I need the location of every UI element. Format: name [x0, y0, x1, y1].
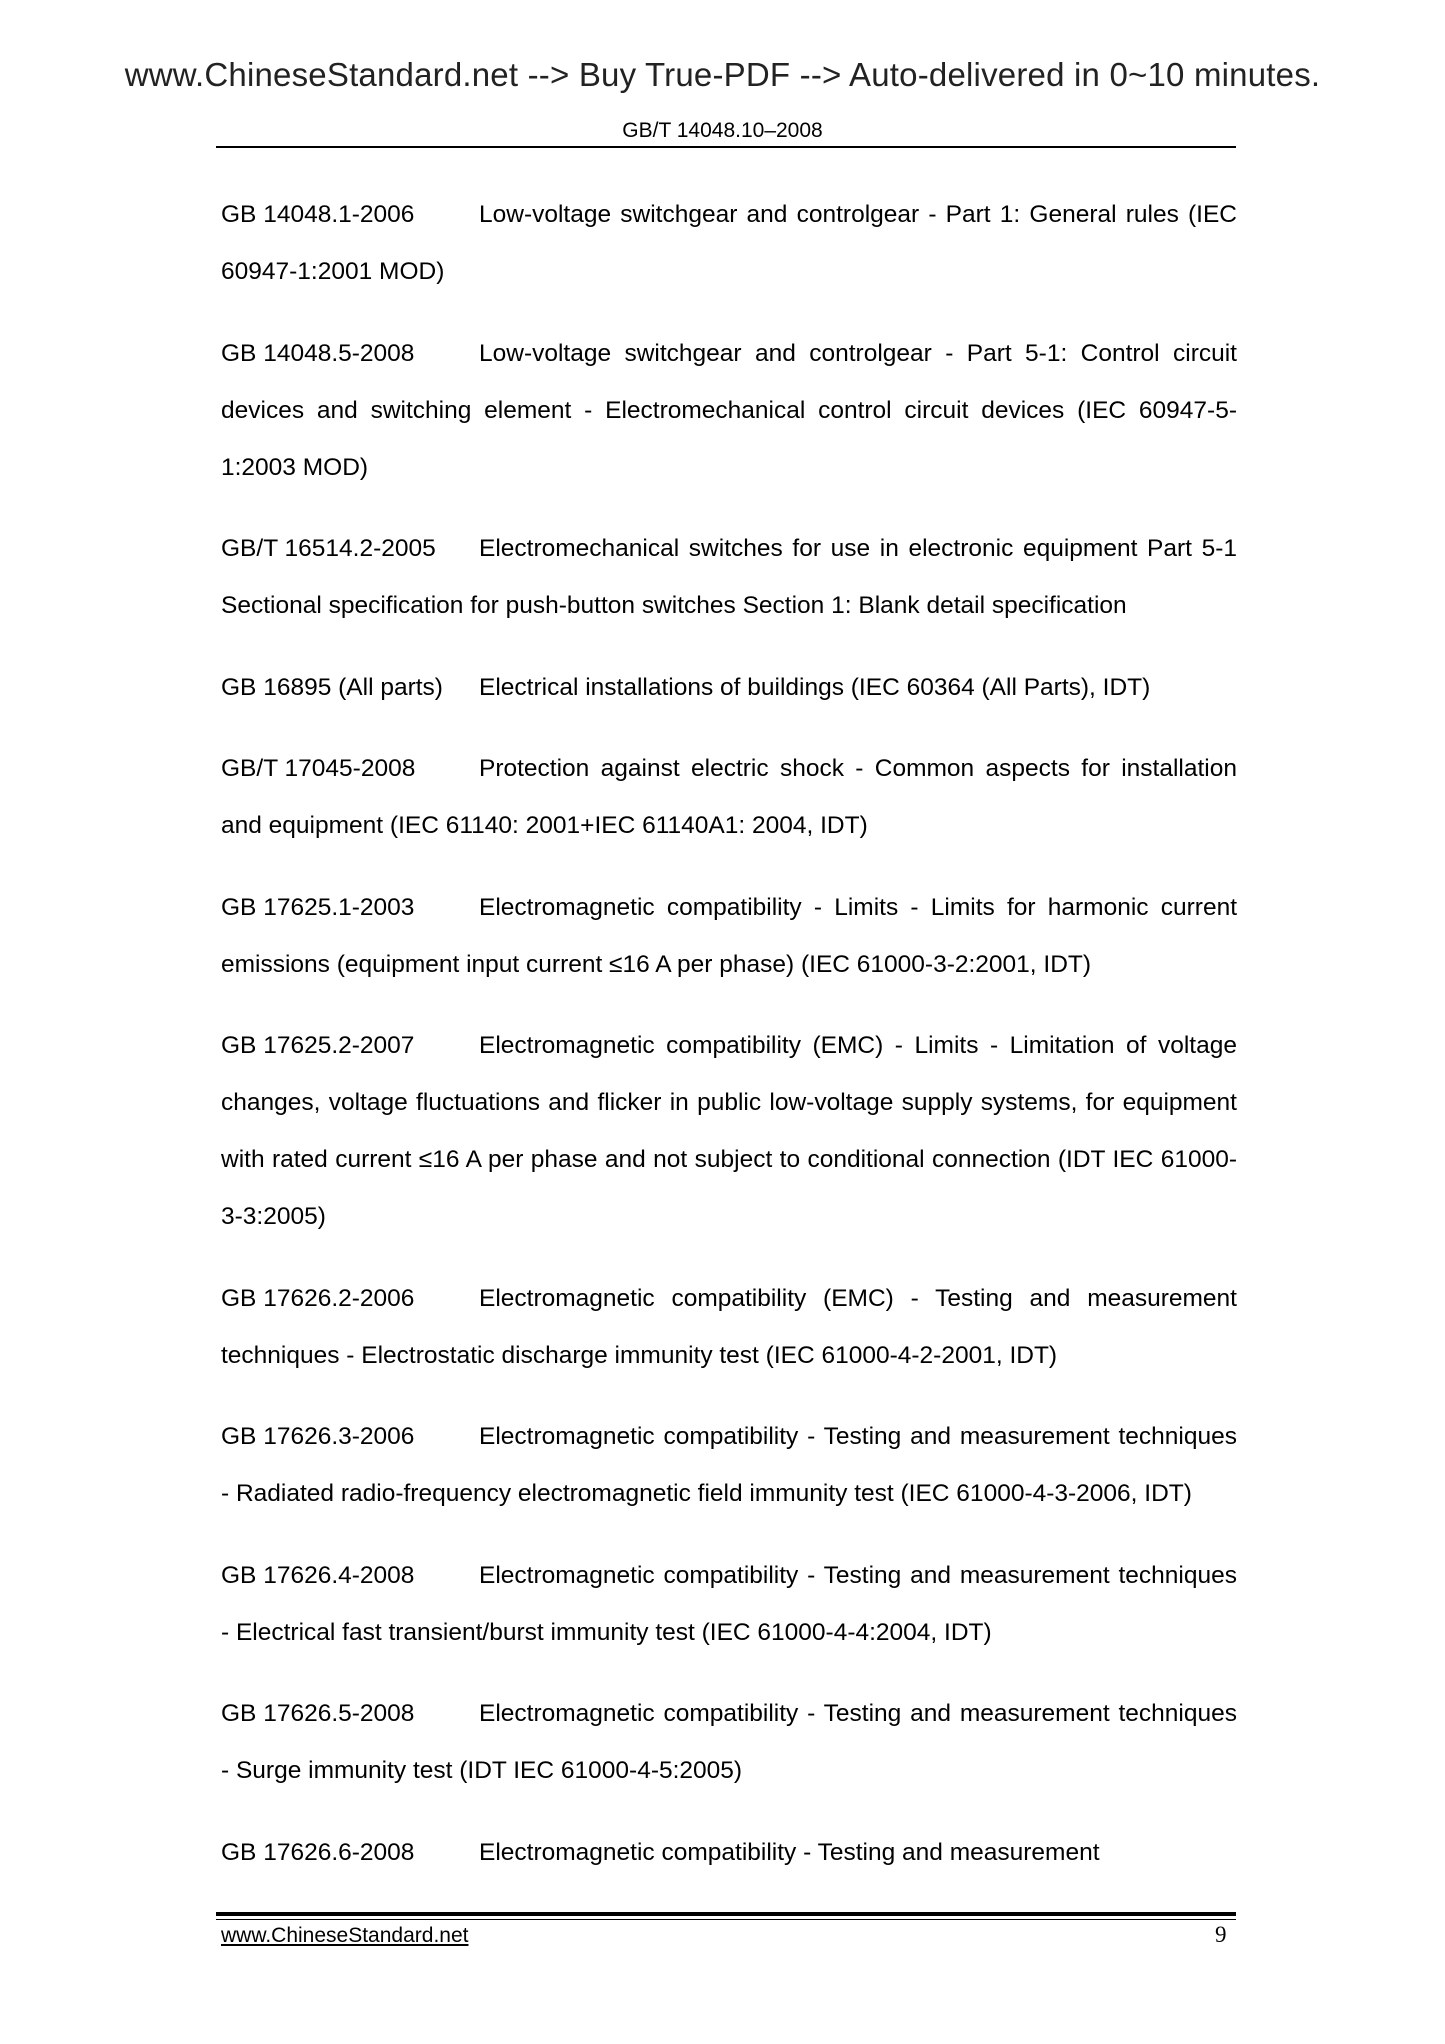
reference-entry — [221, 1685, 1237, 1799]
reference-title: Low-voltage switchgear and controlgear - Part 5-1: Control circuit devices and switching element - Electromechanical control circuit devices (IEC 60947-5-1:2003 MOD) — [221, 339, 1237, 481]
reference-entry — [221, 1270, 1237, 1384]
reference-entry — [221, 879, 1237, 993]
reference-title: Electromagnetic compatibility - Testing and measurement techniques - Radiated radio-frequency electromagnetic field immunity test (IEC 61000-4-3-2006, IDT) — [221, 1423, 1237, 1507]
reference-code: GB/T 16514.2-2005 — [221, 535, 436, 562]
reference-title: Low-voltage switchgear and controlgear - Part 1: General rules (IEC 60947-1:2001 MOD) — [221, 201, 1237, 285]
reference-code: GB 17626.6-2008 — [221, 1838, 415, 1866]
reference-title: Electromagnetic compatibility - Testing and measurement techniques - Electrical fast transient/burst immunity test (IEC 61000-4-4:2004, IDT) — [221, 1561, 1237, 1646]
normative-references-list — [221, 186, 1237, 1901]
reference-entry — [221, 325, 1237, 496]
reference-entry — [221, 740, 1237, 854]
reference-entry — [221, 1824, 1237, 1881]
reference-code: GB/T 17045-2008 — [221, 755, 416, 782]
reference-title: Electromagnetic compatibility - Testing and measurement — [479, 1838, 1100, 1866]
header-rule — [216, 146, 1236, 148]
page-number: 9 — [1215, 1922, 1227, 1947]
reference-entry — [221, 1408, 1237, 1522]
reference-title: Electromagnetic compatibility - Limits - Limits for harmonic current emissions (equipment input current ≤16 A per phase) (IEC 61000-3-2:2001, IDT) — [221, 893, 1237, 978]
reference-code: GB 17625.1-2003 — [221, 893, 415, 921]
footer-site-link[interactable]: www.ChineseStandard.net — [221, 1924, 469, 1947]
reference-code: GB 17626.2-2006 — [221, 1284, 415, 1312]
site-banner: www.ChineseStandard.net --> Buy True-PDF --> Auto-delivered in 0~10 minutes. — [124, 56, 1321, 93]
reference-title: Electromagnetic compatibility (EMC) - Testing and measurement techniques - Electrostatic discharge immunity test (IEC 61000-4-2-2001, IDT) — [221, 1284, 1237, 1369]
reference-title: Electromagnetic compatibility - Testing and measurement techniques - Surge immunity test (IDT IEC 61000-4-5:2005) — [221, 1700, 1237, 1784]
reference-code: GB 17626.4-2008 — [221, 1561, 415, 1589]
reference-title: Electrical installations of buildings (IEC 60364 (All Parts), IDT) — [479, 673, 1151, 701]
footer-rule-thin — [216, 1919, 1236, 1920]
reference-code: GB 17625.2-2007 — [221, 1032, 415, 1059]
reference-entry — [221, 1547, 1237, 1661]
reference-title: Electromechanical switches for use in electronic equipment Part 5-1 Sectional specification for push-button switches Section 1: Blank detail specification — [221, 535, 1237, 619]
reference-code: GB 17626.3-2006 — [221, 1423, 415, 1450]
reference-code: GB 14048.5-2008 — [221, 339, 415, 367]
reference-title: Protection against electric shock - Common aspects for installation and equipment (IEC 61140: 2001+IEC 61140A1: 2004, IDT) — [221, 755, 1237, 839]
reference-entry — [221, 186, 1237, 300]
reference-entry — [221, 659, 1237, 716]
reference-code: GB 17626.5-2008 — [221, 1700, 415, 1727]
reference-entry — [221, 1017, 1237, 1245]
reference-code: GB 14048.1-2006 — [221, 201, 415, 228]
footer-rule-thick — [216, 1912, 1236, 1916]
document-code: GB/T 14048.10–2008 — [622, 119, 823, 142]
reference-title: Electromagnetic compatibility (EMC) - Limits - Limitation of voltage changes, voltage fluctuations and flicker in public low-voltage supply systems, for equipment with rated current ≤16 A per phase and not subject to conditional connection (IDT IEC 61000-3-3:2005) — [221, 1032, 1237, 1230]
reference-code: GB 16895 (All parts) — [221, 673, 443, 701]
reference-entry — [221, 520, 1237, 634]
